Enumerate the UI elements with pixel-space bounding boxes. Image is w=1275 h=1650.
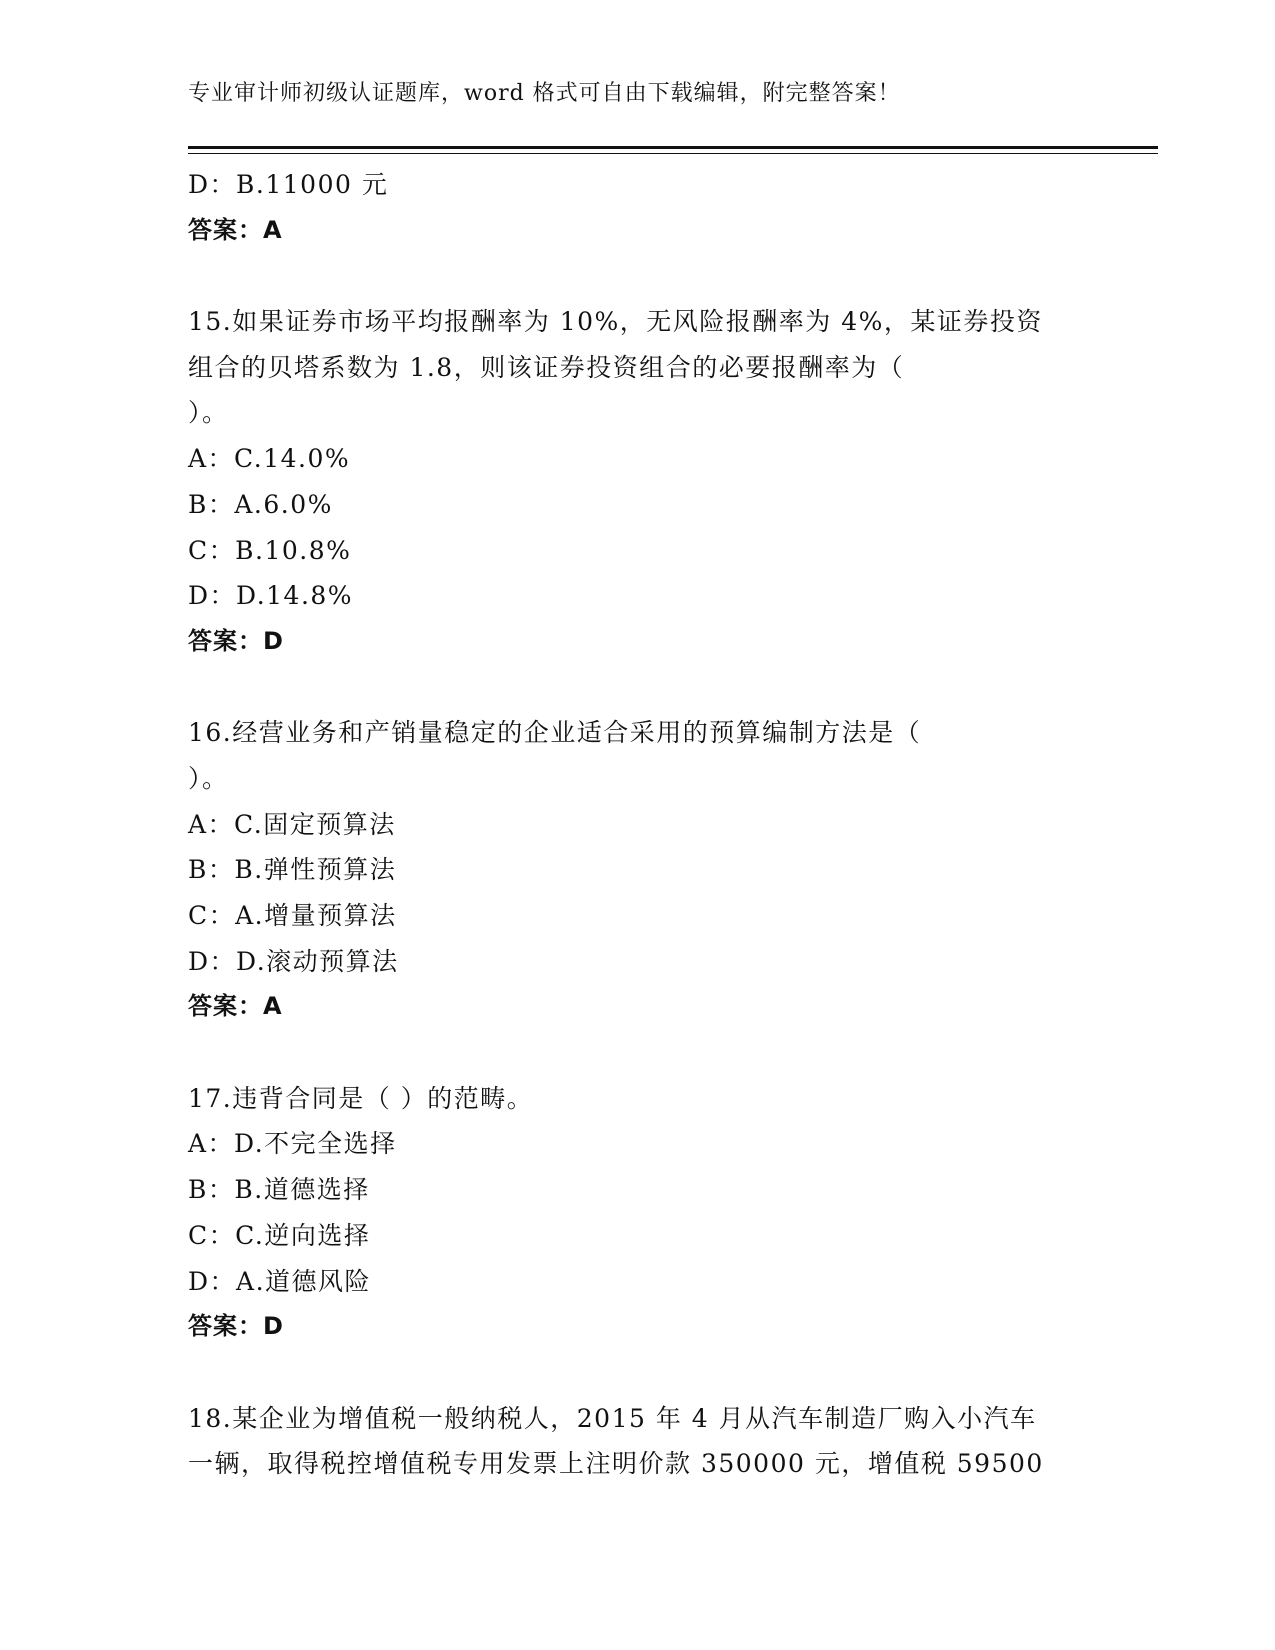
option-a: A：C.14.0% [188, 444, 351, 474]
header-rule-thin [188, 153, 1158, 154]
question-16 [188, 710, 1088, 1030]
spacer [188, 665, 1088, 711]
question-stem-line: 组合的贝塔系数为 1.8，则该证券投资组合的必要报酬率为（ [188, 352, 905, 382]
answer-line: 答案：A [188, 215, 283, 244]
question-stem-line: 16.经营业务和产销量稳定的企业适合采用的预算编制方法是（ [188, 718, 922, 748]
option-d: D：D.滚动预算法 [188, 946, 399, 976]
header-rule-thick [188, 146, 1158, 149]
previous-question-fragment [188, 162, 1088, 253]
question-stem-line: 一辆，取得税控增值税专用发票上注明价款 350000 元，增值税 59500 [188, 1449, 1044, 1479]
option-d: D：A.道德风险 [188, 1266, 372, 1296]
option-b: B：B.道德选择 [188, 1175, 370, 1205]
question-stem-line: ）。 [188, 398, 229, 428]
answer-line: 答案：D [188, 626, 284, 655]
question-stem-line: 18.某企业为增值税一般纳税人，2015 年 4 月从汽车制造厂购入小汽车 [188, 1403, 1037, 1433]
question-18 [188, 1396, 1088, 1487]
option-d: D：D.14.8% [188, 581, 354, 611]
question-15 [188, 299, 1088, 665]
answer-line: 答案：A [188, 992, 283, 1021]
option-b: B：B.弹性预算法 [188, 855, 397, 885]
spacer [188, 1350, 1088, 1396]
option-a: A：D.不完全选择 [188, 1129, 397, 1159]
question-17 [188, 1076, 1088, 1350]
question-stem-line: ）。 [188, 763, 229, 793]
option-c: C：B.10.8% [188, 535, 352, 565]
option-a: A：C.固定预算法 [188, 809, 396, 839]
spacer [188, 1030, 1088, 1076]
question-stem-line: 17.违背合同是（ ）的范畴。 [188, 1083, 534, 1113]
question-stem-line: 15.如果证券市场平均报酬率为 10%，无风险报酬率为 4%，某证券投资 [188, 307, 1043, 337]
option-b: B：A.6.0% [188, 489, 333, 519]
answer-line: 答案：D [188, 1312, 284, 1341]
option-c: C：C.逆向选择 [188, 1220, 371, 1250]
spacer [188, 253, 1088, 299]
document-header: 专业审计师初级认证题库，word 格式可自由下载编辑，附完整答案！ [188, 81, 901, 106]
option-c: C：A.增量预算法 [188, 901, 397, 930]
option-d: D：B.11000 元 [188, 170, 389, 199]
document-body [188, 162, 1088, 1487]
